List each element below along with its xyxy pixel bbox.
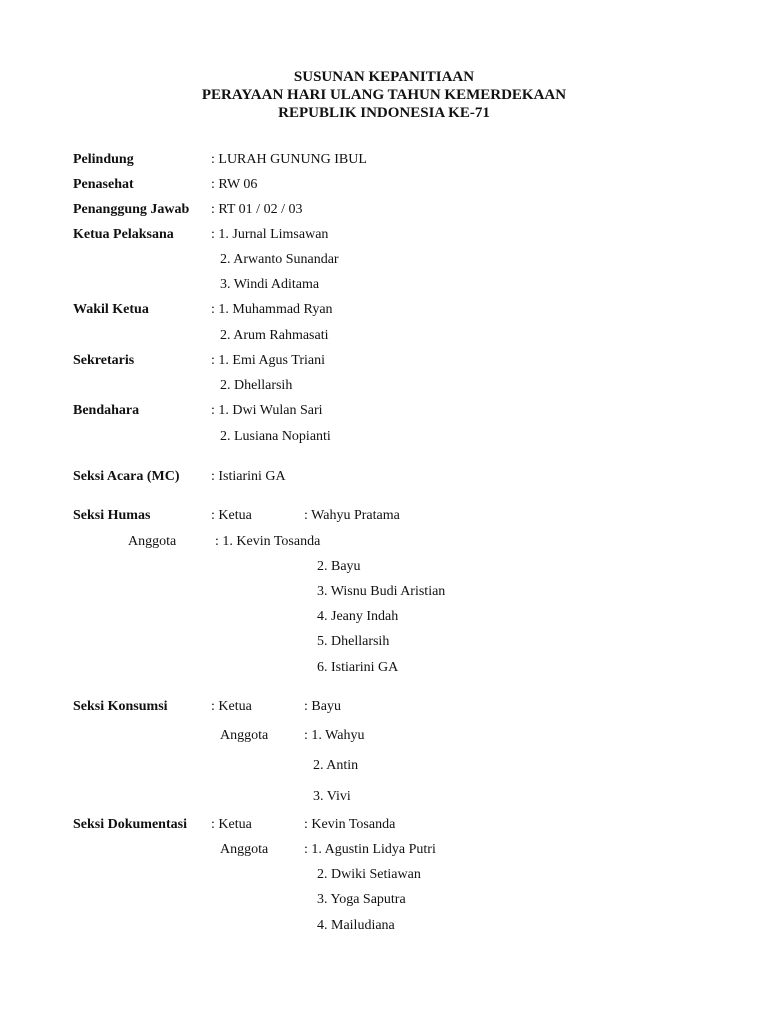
bendahara-member: 2. Lusiana Nopianti	[220, 429, 331, 444]
seksi-konsumsi-member: : 1. Wahyu	[304, 728, 365, 743]
ketua-pelaksana-label: Ketua Pelaksana	[73, 227, 174, 242]
seksi-humas-member: 6. Istiarini GA	[317, 660, 399, 675]
seksi-dokumentasi-member: 2. Dwiki Setiawan	[317, 867, 421, 882]
sekretaris-member: 2. Dhellarsih	[220, 378, 293, 393]
seksi-acara-value: : Istiarini GA	[211, 469, 286, 484]
wakil-ketua-member: : 1. Muhammad Ryan	[211, 302, 333, 317]
bendahara-label: Bendahara	[73, 403, 140, 418]
seksi-dokumentasi-member: : 1. Agustin Lidya Putri	[304, 842, 436, 857]
ketua-pelaksana-member: : 1. Jurnal Limsawan	[211, 227, 329, 242]
seksi-dokumentasi-ketua-label: : Ketua	[211, 817, 252, 832]
penasehat-value: : RW 06	[211, 177, 258, 192]
wakil-ketua-label: Wakil Ketua	[73, 302, 149, 317]
seksi-humas-member: 4. Jeany Indah	[317, 609, 399, 624]
pelindung-label: Pelindung	[73, 152, 134, 167]
bendahara-member: : 1. Dwi Wulan Sari	[211, 403, 323, 418]
seksi-humas-member: : 1. Kevin Tosanda	[215, 534, 321, 549]
ketua-pelaksana-member: 3. Windi Aditama	[220, 277, 320, 292]
seksi-dokumentasi-member: 4. Mailudiana	[317, 918, 395, 933]
seksi-acara-label: Seksi Acara (MC)	[73, 469, 180, 484]
seksi-dokumentasi-label: Seksi Dokumentasi	[73, 817, 187, 832]
seksi-konsumsi-member: 3. Vivi	[313, 789, 351, 804]
seksi-konsumsi-ketua-value: : Bayu	[304, 699, 341, 714]
sekretaris-label: Sekretaris	[73, 353, 135, 368]
seksi-humas-ketua-value: : Wahyu Pratama	[304, 508, 400, 523]
title-line-2: PERAYAAN HARI ULANG TAHUN KEMERDEKAAN	[201, 87, 567, 103]
seksi-dokumentasi-ketua-value: : Kevin Tosanda	[304, 817, 396, 832]
seksi-humas-ketua-label: : Ketua	[211, 508, 252, 523]
penanggung-jawab-value: : RT 01 / 02 / 03	[211, 202, 303, 217]
seksi-dokumentasi-member: 3. Yoga Saputra	[317, 892, 406, 907]
penanggung-jawab-label: Penanggung Jawab	[73, 202, 190, 217]
seksi-dokumentasi-anggota-label: Anggota	[220, 842, 269, 857]
seksi-humas-label: Seksi Humas	[73, 508, 151, 523]
pelindung-value: : LURAH GUNUNG IBUL	[211, 152, 367, 167]
seksi-humas-member: 3. Wisnu Budi Aristian	[317, 584, 446, 599]
seksi-humas-member: 5. Dhellarsih	[317, 634, 390, 649]
title-line-1: SUSUNAN KEPANITIAAN	[293, 69, 475, 85]
title-line-3: REPUBLIK INDONESIA KE-71	[278, 105, 490, 121]
seksi-konsumsi-label: Seksi Konsumsi	[73, 699, 168, 714]
sekretaris-member: : 1. Emi Agus Triani	[211, 353, 325, 368]
seksi-humas-anggota-label: Anggota	[128, 534, 177, 549]
penasehat-label: Penasehat	[73, 177, 134, 192]
seksi-konsumsi-anggota-label: Anggota	[220, 728, 269, 743]
wakil-ketua-member: 2. Arum Rahmasati	[220, 328, 329, 343]
seksi-humas-member: 2. Bayu	[317, 559, 361, 574]
seksi-konsumsi-member: 2. Antin	[313, 758, 359, 773]
ketua-pelaksana-member: 2. Arwanto Sunandar	[220, 252, 339, 267]
seksi-konsumsi-ketua-label: : Ketua	[211, 699, 252, 714]
